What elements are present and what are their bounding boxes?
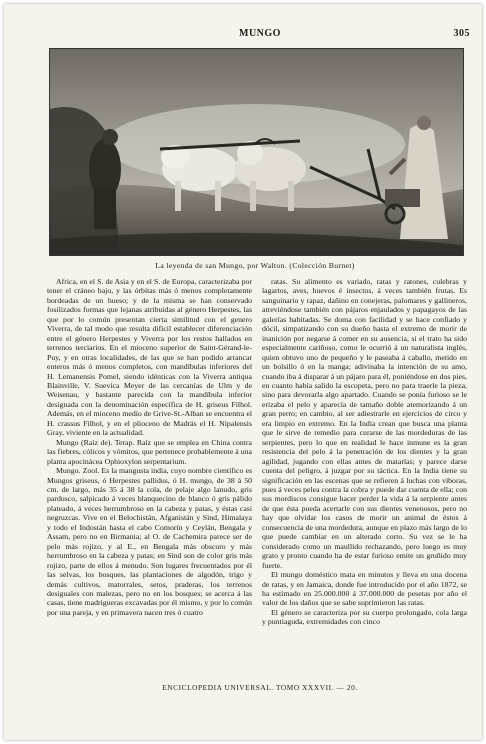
paragraph-genus: El género se caracteriza por su cuerpo prolongado, cola larga y puntiaguda, extremidades con cinco xyxy=(262,607,467,627)
page-footer: ENCICLOPEDIA UNIVERSAL. TOMO XXXVII. — 20. xyxy=(162,683,358,692)
plate-caption: La leyenda de san Mungo, por Walton. (Colección Burnet) xyxy=(155,261,355,270)
page-header xyxy=(50,28,470,42)
running-head: MUNGO xyxy=(239,28,281,39)
painting-engraving xyxy=(50,49,463,255)
column-left xyxy=(47,277,252,680)
body-columns xyxy=(47,277,467,680)
paragraph-mungo-zool: Mungo. Zool. Es la mangusta india, cuyo nombre científico es Mungos griseus, ó Herpestes pallidus, ó H. mungo, de 38 á 50 cm. de largo, más 35 á 38 la cola, de pelaje algo lanudo, gris pardusco, salpicado á veces blanquecino de blanco ó gris pálido plateado, á veces herrumbroso en la cabeza y patas, y éstas casi negruzcas. Vive en el Belochistán, Afganistán y Sind, Himalaya y todo el Indostán hasta el cabo Comorín y Ceylán, Bengala y Assam, pero no en Birmania; al O. de Cachemira parece ser de pelo más rojizo, y al E., en Bengala más obscuro y más herrumbroso en la cabeza y patas; en Sind son de color gris más rojizo, parte de ellos á menudo. Son lugares frecuentados por él las selvas, los bosques, las plantaciones de algodón, trigo y demás cultivos, matorrales, setos, praderas, los terrenos desiguales con malezas, pero no en los bosques; se acerca á las casas, tiene madrigueras excavadas por él mismo, y por lo común por una pareja, y en primavera nacen tres ó cuatro xyxy=(47,466,252,617)
illustration-plate xyxy=(49,48,464,256)
paragraph-mungo-rats: El mungo doméstico mata en minutos y lleva en una docena de ratas, y en Jamaica, donde fue introducido por el año 1872, se ha estimado en 25.000.000 á 37.000.000 de pesetas por año el valor de los daños que se sabe suprimieron las ratas. xyxy=(262,570,467,608)
column-right xyxy=(262,277,467,680)
paragraph-mungo-raiz: Mungo (Raíz de). Terap. Raíz que se emplea en China contra las fiebres, cólicos y vómitos, que pertenece probablemente á una planta apocinácea Ophioxylon serpentarium. xyxy=(47,437,252,466)
paragraph-mungo-behavior: ratas. Su alimento es variado, ratas y ratones, culebras y lagartos, aves, huevos é insectos, á veces también frutas. Es sanguinario y rapaz, dañino en conejeras, palomares y gallineros, atreviéndose también con pájaros enjaulados y papagayos de las galerías habitadas. Se doma con facilidad y se hace confiado y dócil, simpatizando con su dueño hasta el extremo de morir de inanición por negarse á comer en su ausencia, si el trato ha sido especialmente cariñoso, como le ocurrió á un naturalista inglés, quien obtuvo uno de pequeño y le paseaba á caballo, metido en un bolsillo ó en la manga; adivinaba la intención de su amo, cuando iba á disparar á un pájaro para él, poniéndose en dos pies, en cuanto había salido la escopeta, pero no para traerle la pieza, sino para devorarla algo apartado. Cuando se ponía furioso se le erizaba el pelo y aparecía de tamaño doble atemorizando á un gran perro; en cambio, al ser adiestrarle en ejercicios de circo y era limpio en extremo. En la India crean que busca una planta que le sirve de remedio para curarse de las mordeduras de las serpientes, pero lo que en realidad le hace inmune es la gran resistencia del pelo á la penetración de los dientes y la gran agilidad, jugando con ellas antes de matarlas; y parece darse cuenta del peligro, á juzgar por su táctica. En la India tiene su significación en las escenas que se refieren á luchas con víboras, pues á veces pelea contra la cobra y puede dar cuenta de ella; con sus mordiscos consigue hacer perder la vida á la serpiente antes de que ésta pueda acertarle con sus dientes venenosos, pero no hay que olvidar los casos de morir un animal de éstos á consecuencia de una mordedura, aunque en plazo más largo de lo que puede cambiar en un alterado corto. Su vez se le ha considerado como un maullido rechazando, pero luego es muy grato y pronto cuando ha de estar furioso emite un gruñido muy fuerte. xyxy=(262,277,467,570)
page-number: 305 xyxy=(453,28,470,39)
paragraph-herpestes-fossils: Africa, en el S. de Asia y en el S. de Europa, caracterizaba por tener el cráneo bajo, y las órbitas más ó menos completamente bordeadas de un hueso; y de la misma se han conservado fosilizados formas que lejanas atribuidas al género Herpestes, las que por lo común presentan cierta similitud con el genero Viverra, de tal modo que resulta difícil establecer diferenciación entre el género Herpestes y Viverra por los restos hallados en terrenos terciarios. En el mioceno superior de Saint-Gérand-le-Puy, y en otras localidades, de las que se han podido arrancar enteros más ó menos completos, con mandíbulas inferiores del H. Lemanensis Pomel, siendo idénticas con la Viverra antiqua Blainville, V. Suevica Meyer de las cercanías de Ulm y de Weisenau, y bastante parecida con la mandíbula inferior designada con la denominación específica de H. griseus Filhol. Además, en el mioceno medio de Grive-St.-Alban se encuentra el H. crassus Filhol, y en el plioceno de Madrás el H. Nipalensis Gray, viviente en la actualidad. xyxy=(47,277,252,438)
